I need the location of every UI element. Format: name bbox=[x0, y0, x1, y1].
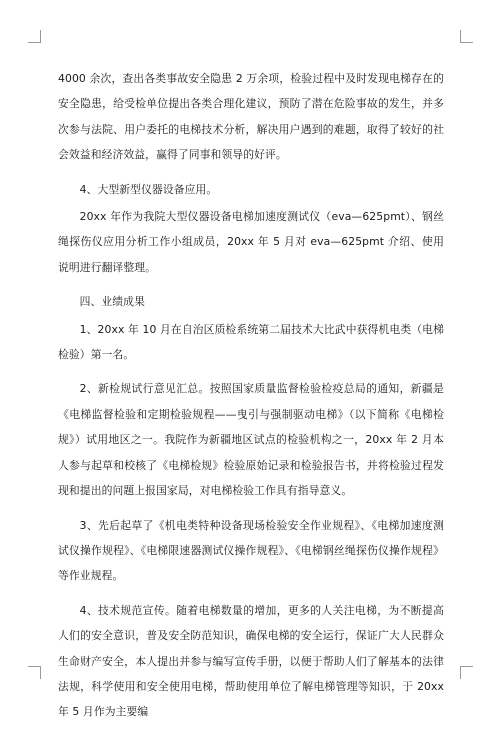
crop-mark-bottom-right bbox=[460, 666, 473, 679]
paragraph-achievement-1: 1、20xx 年 10 月在自治区质检系统第二届技术大比武中获得机电类（电梯检验）第一名。 bbox=[58, 322, 444, 362]
paragraph-achievement-2: 2、新检规试行意见汇总。按照国家质量监督检验检疫总局的通知，新疆是《电梯监督检验和定期检验规程——曳引与强制驱动电梯》（以下简称《电梯检规》）试用地区之一。我院作为新疆地区试点的检验机构之一，20xx 年 2 月本人参与起草和校核了《电梯检规》检验原始记录和检验报告书，并将检验过程发现和提出的问题上报国家局，对电梯检验工作具有指导意义。 bbox=[58, 382, 444, 498]
paragraph-achievement-3: 3、先后起草了《机电类特种设备现场检验安全作业规程》、《电梯加速度测试仪操作规程》、《电梯限速器测试仪操作规程》、《电梯钢丝绳探伤仪操作规程》等作业规程。 bbox=[58, 518, 444, 583]
section-heading-equipment: 4、大型新型仪器设备应用。 bbox=[79, 182, 218, 196]
paragraph-achievement-4: 4、技术规范宣传。随着电梯数量的增加，更多的人关注电梯，为不断提高人们的安全意识，普及安全防范知识，确保电梯的安全运行，保证广大人民群众生命财产安全，本人提出并参与编写宣传手册，以便于帮助人们了解基本的法律法规，科学使用和安全使用电梯，帮助使用单位了解电梯管理等知识，于 20xx 年 5 月作为主要编 bbox=[58, 603, 444, 719]
paragraph-continued: 4000 余次，查出各类事故安全隐患 2 万余项，检验过程中及时发现电梯存在的安全隐患，给受检单位提出各类合理化建议，预防了潜在危险事故的发生，并多次参与法院、用户委托的电梯技术分析，解决用户遇到的难题，取得了较好的社会效益和经济效益，赢得了同事和领导的好评。 bbox=[58, 72, 444, 162]
paragraph-equipment: 20xx 年作为我院大型仪器设备电梯加速度测试仪（eva—625pmt）、钢丝绳探伤仪应用分析工作小组成员，20xx 年 5 月对 eva—625pmt 介绍、使用说明进行翻译整理。 bbox=[58, 210, 444, 274]
crop-mark-top-right bbox=[460, 30, 473, 43]
crop-mark-bottom-left bbox=[28, 666, 41, 679]
section-heading-achievements: 四、业绩成果 bbox=[79, 295, 145, 309]
document-body bbox=[58, 66, 444, 734]
crop-mark-top-left bbox=[28, 30, 41, 43]
